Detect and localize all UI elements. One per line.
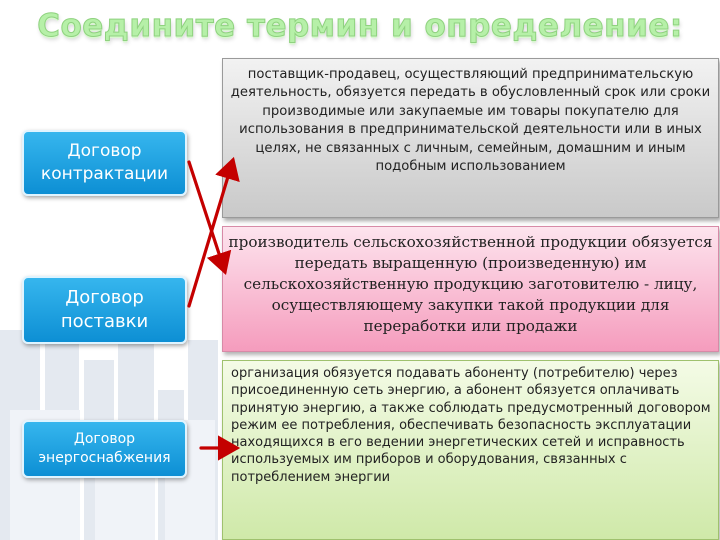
definition-supply[interactable]: поставщик-продавец, осуществляющий предпринимательскую деятельность, обязуется передать в обусловленный срок или сроки производимые или закупаемые им товары покупателю для использования в предпринимательской деятельности или в иных целях, не связанных с личным, семейным, домашним и иным подобным использованием [222, 58, 719, 218]
term-energy-supply-agreement[interactable]: Договор энергоснабжения [22, 420, 187, 478]
definition-contracting[interactable]: производитель сельскохозяйственной продукции обязуется передать выращенную (произведенную) им сельскохозяйственную продукцию заготовителю - лицу, осуществляющему закупки такой продукции для переработки или продажи [222, 226, 719, 352]
term-contracting-agreement[interactable]: Договор контрактации [22, 130, 187, 196]
page-title: Соедините термин и определение: [37, 8, 683, 44]
arrow-contracting-to-definition [189, 162, 225, 272]
definition-energy-supply[interactable]: организация обязуется подавать абоненту (потребителю) через присоединенную сеть энергию, а абонент обязуется оплачивать принятую энергию, а также соблюдать предусмотренный договором режим ее потребления, обеспечивать безопасность эксплуатации находящихся в его ведении энергетических сетей и исправность используемых им приборов и оборудования, связанных с потреблением энергии [222, 360, 719, 540]
term-supply-agreement[interactable]: Договор поставки [22, 276, 187, 344]
